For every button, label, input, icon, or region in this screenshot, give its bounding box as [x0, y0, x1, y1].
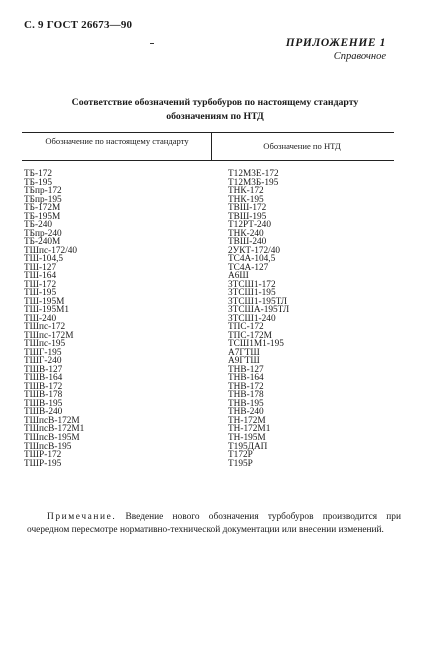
standard-designation: ТШ-195: [24, 288, 57, 299]
title-line: обозначениям по НТД: [166, 111, 264, 122]
standard-designation: ТШ-240: [24, 313, 57, 324]
ntd-designation: А9ГТШ: [228, 356, 260, 367]
standard-designation: ТШпс-172М: [24, 330, 74, 341]
appendix-subtitle: Справочное: [333, 51, 386, 62]
ntd-designation: ТН-172М: [228, 415, 266, 426]
standard-designation: ТШР-172: [24, 450, 62, 461]
standard-designation: ТБ-172М: [24, 203, 61, 214]
ntd-designation: ТВШ-172: [228, 203, 267, 214]
column-header-standard: Обозначение по настоящему стандарту: [45, 136, 189, 146]
standard-designation: ТШ-195М1: [24, 305, 70, 316]
ntd-designation: ТВШ-240: [228, 237, 267, 248]
standard-designation: ТШВ-195: [24, 398, 63, 409]
standard-designation: ТШпс-172: [24, 322, 66, 333]
ntd-designation: ТПС-172М: [228, 330, 272, 341]
ntd-designation: ТСШ1М1-195: [228, 339, 284, 350]
ntd-designation: ТНВ-172: [228, 381, 264, 392]
note-text: Введение нового обозначения турбобуров производится при очередном пересмотре нормативно-технической документации или внесении изменений.: [27, 512, 401, 535]
standard-designation: ТБпр-172: [24, 186, 62, 197]
standard-designation: ТБпр-240: [24, 228, 62, 239]
ntd-designation: Т195Р: [228, 458, 253, 469]
standard-designation: ТШГ-195: [24, 347, 62, 358]
ntd-designation: Т195ДАП: [228, 441, 268, 452]
standard-designation: ТШпсВ-195М: [24, 432, 80, 443]
ntd-designation: А6Ш: [228, 271, 249, 282]
standard-designation: ТБпр-195: [24, 194, 62, 205]
ntd-designation: ТПС-172: [228, 322, 264, 333]
ntd-designation: 3ТСШ1-195: [228, 288, 276, 299]
designation-table: [22, 132, 394, 507]
ntd-designation: ТНК-172: [228, 186, 264, 197]
table-top-rule: [22, 132, 394, 133]
table-header-rule: [22, 160, 394, 161]
standard-designation: ТШВ-164: [24, 373, 63, 384]
ntd-designation: 3ТСША-195ТЛ: [228, 305, 290, 316]
ntd-designation: ТС4А-104,5: [228, 254, 276, 265]
standard-designation: ТШ-104,5: [24, 254, 64, 265]
page-header: С. 9 ГОСТ 26673—90: [24, 19, 133, 31]
standard-designation: ТШВ-127: [24, 364, 63, 375]
standard-designation: ТБ-240М: [24, 237, 61, 248]
ntd-designation: ТНК-195: [228, 194, 264, 205]
ntd-designation: ТНВ-127: [228, 364, 264, 375]
ntd-designation: ТНВ-178: [228, 390, 264, 401]
column-header-ntd: Обозначение по НТД: [263, 141, 341, 151]
column-standard: [24, 170, 84, 468]
standard-designation: ТШпс-172/40: [24, 245, 78, 256]
table-header-separator: [211, 132, 212, 160]
standard-designation: ТШВ-240: [24, 407, 63, 418]
standard-designation: ТБ-195: [24, 177, 53, 188]
standard-designation: ТБ-195М: [24, 211, 61, 222]
ntd-designation: ТН-195М: [228, 432, 266, 443]
ntd-designation: Т12М3Е-172: [228, 169, 279, 179]
standard-designation: ТШВ-172: [24, 381, 63, 392]
decorative-dash: [150, 43, 154, 44]
ntd-designation: А7ГТШ: [228, 347, 260, 358]
standard-designation: ТШ-195М: [24, 296, 65, 307]
ntd-designation: 3ТСШ1-172: [228, 279, 276, 290]
appendix-heading: [286, 37, 386, 62]
ntd-designation: Т12РТ-240: [228, 220, 271, 231]
ntd-designation: ТНК-240: [228, 228, 264, 239]
appendix-title: ПРИЛОЖЕНИЕ 1: [285, 37, 386, 49]
standard-designation: ТБ-172: [24, 169, 53, 179]
ntd-designation: Т172Р: [228, 450, 253, 461]
ntd-designation: ТНВ-240: [228, 407, 264, 418]
ntd-designation: ТВШ-195: [228, 211, 267, 222]
ntd-designation: ТН-172М1: [228, 424, 271, 435]
standard-designation: ТШР-195: [24, 458, 62, 469]
standard-designation: ТШпсВ-172М1: [24, 424, 85, 435]
ntd-designation: Т12М3Б-195: [228, 177, 279, 188]
ntd-designation: ТНВ-195: [228, 398, 264, 409]
ntd-designation: 3ТСШ1-240: [228, 313, 276, 324]
standard-designation: ТШпсВ-172М: [24, 415, 80, 426]
document-title: [40, 96, 390, 124]
title-line: Соответствие обозначений турбобуров по настоящему стандарту: [71, 97, 359, 108]
standard-designation: ТШГ-240: [24, 356, 62, 367]
note-paragraph: [27, 511, 401, 537]
standard-designation: ТШ-172: [24, 279, 57, 290]
standard-designation: ТШпсВ-195: [24, 441, 72, 452]
note-label: Примечание.: [47, 512, 117, 522]
standard-designation: ТБ-240: [24, 220, 53, 231]
ntd-designation: 2УКТ-172/40: [228, 245, 281, 256]
ntd-designation: ТС4А-127: [228, 262, 269, 273]
ntd-designation: ТНВ-164: [228, 373, 264, 384]
standard-designation: ТШ-164: [24, 271, 57, 282]
standard-designation: ТШВ-178: [24, 390, 63, 401]
standard-designation: ТШ-127: [24, 262, 57, 273]
standard-designation: ТШпс-195: [24, 339, 66, 350]
column-ntd: [228, 170, 289, 468]
ntd-designation: 3ТСШ1-195ТЛ: [228, 296, 288, 307]
